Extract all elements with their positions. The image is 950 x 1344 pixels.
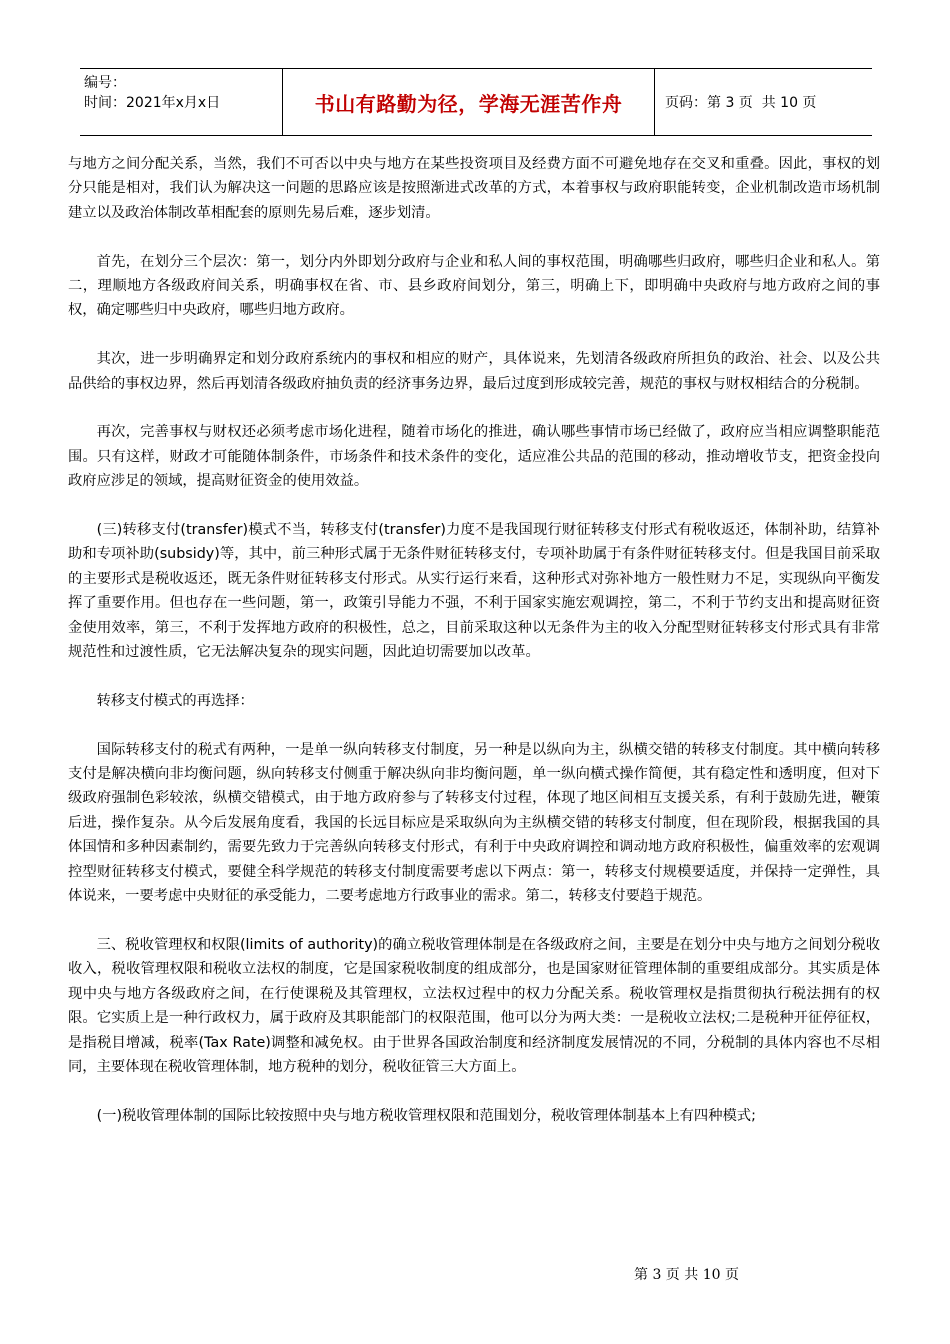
document-number-label: 编号： <box>84 75 126 91</box>
page-footer: 第 3 页 共 10 页 <box>634 1267 739 1283</box>
body-paragraph: 首先，在划分三个层次：第一，划分内外即划分政府与企业和私人间的事权范围，明确哪些归政府，哪些归企业和私人。第二，理顺地方各级政府间关系，明确事权在省、市、县乡政府间划分，第三，明确上下，即明确中央政府与地方政府之间的事权，确定哪些归中央政府，哪些归地方政府。 <box>68 253 880 319</box>
body-paragraph: (三)转移支付(transfer)模式不当，转移支付(transfer)力度不是我国现行财征转移支付形式有税收返还，体制补助，结算补助和专项补助(subsidy)等，其中，前三种形式属于无条件财征转移支付，专项补助属于有条件财征转移支付。但是我国目前采取的主要形式是税收返还，既无条件财征转移支付形式。从实行运行来看，这种形式对弥补地方一般性财力不足，实现纵向平衡发挥了重要作用。但也存在一些问题，第一，政策引导能力不强，不利于国家实施宏观调控，第二，不利于节约支出和提高财征资金使用效率，第三，不利于发挥地方政府的积极性，总之，目前采取这种以无条件为主的收入分配型财征转移支付形式具有非常规范性和过渡性质，它无法解决复杂的现实问题，因此迫切需要加以改革。 <box>68 522 880 661</box>
body-paragraph: 其次，进一步明确界定和划分政府系统内的事权和相应的财产，具体说来，先划清各级政府所担负的政治、社会、以及公共品供给的事权边界，然后再划清各级政府抽负责的经济事务边界，最后过度到形成较完善，规范的事权与财权相结合的分税制。 <box>68 351 880 392</box>
body-paragraph: 再次，完善事权与财权还必须考虑市场化进程，随着市场化的推进，确认哪些事情市场已经做了，政府应当相应调整职能范围。只有这样，财政才可能随体制条件，市场条件和技术条件的变化，适应准公共品的范围的移动，推动增收节支，把资金投向政府应涉足的领域，提高财征资金的使用效益。 <box>68 424 880 490</box>
header-motto: 书山有路勤为径，学海无涯苦作舟 <box>283 69 655 135</box>
page-header <box>80 68 872 136</box>
document-date-label: 时间：2021年x月x日 <box>84 95 221 111</box>
header-page-info: 页码：第 3 页 共 10 页 <box>665 95 817 111</box>
body-paragraph: 国际转移支付的税式有两种，一是单一纵向转移支付制度，另一种是以纵向为主，纵横交错的转移支付制度。其中横向转移支付是解决横向非均衡问题，纵向转移支付侧重于解决纵向非均衡问题，单一纵向横式操作简便，其有稳定性和透明度，但对下级政府强制色彩较浓，纵横交错模式，由于地方政府参与了转移支付过程，体现了地区间相互支援关系，有利于鼓励先进，鞭策后进，操作复杂。从今后发展角度看，我国的长远目标应是采取纵向为主纵横交错的转移支付制度，但在现阶段，根据我国的具体国情和多种因素制约，需要先致力于完善纵向转移支付形式，有利于中央政府调控和调动地方政府积极性，偏重效率的宏观调控型财征转移支付模式，要健全科学规范的转移支付制度需要考虑以下两点：第一，转移支付规模要适度，并保持一定弹性，具体说来，一要考虑中央财征的承受能力，二要考虑地方行政事业的需求。第二，转移支付要趋于规范。 <box>68 741 880 905</box>
body-paragraph: 与地方之间分配关系，当然，我们不可否以中央与地方在某些投资项目及经费方面不可避免地存在交叉和重叠。因此，事权的划分只能是相对，我们认为解决这一问题的思路应该是按照渐进式改革的方式，本着事权与政府职能转变，企业机制改造市场机制建立以及政治体制改革相配套的原则先易后难，逐步划清。 <box>68 156 880 221</box>
header-meta <box>80 69 283 135</box>
body-paragraph: 三、税收管理权和权限(limits of authority)的确立税收管理体制是在各级政府之间，主要是在划分中央与地方之间划分税收收入，税收管理权限和税收立法权的制度，它是国家税收制度的组成部分，也是国家财征管理体制的重要组成部分。其实质是体现中央与地方各级政府之间，在行使课税及其管理权，立法权过程中的权力分配关系。税收管理权是指贯彻执行税法拥有的权限。它实质上是一种行政权力，属于政府及其职能部门的权限范围，他可以分为两大类：一是税收立法权;二是税种开征停征权，是指税目增减，税率(Tax Rate)调整和减免权。由于世界各国政治制度和经济制度发展情况的不同，分税制的具体内容也不尽相同，主要体现在税收管理体制，地方税种的划分，税收征管三大方面上。 <box>68 936 880 1075</box>
document-body <box>68 152 880 1153</box>
section-subheading: 转移支付模式的再选择： <box>96 692 254 709</box>
body-paragraph: (一)税收管理体制的国际比较按照中央与地方税收管理权限和范围划分，税收管理体制基本上有四种模式; <box>96 1107 756 1124</box>
